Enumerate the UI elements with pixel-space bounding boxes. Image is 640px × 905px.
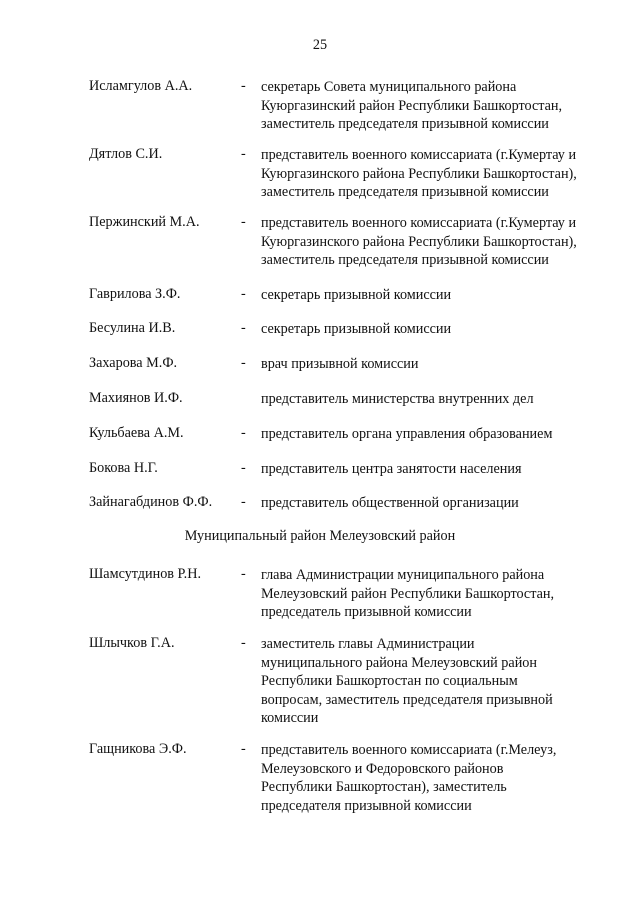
section-heading: Муниципальный район Мелеузовский район: [184, 528, 456, 544]
dash-separator: -: [241, 425, 246, 441]
member-name: Кульбаева А.М.: [89, 425, 184, 441]
dash-separator: -: [241, 566, 246, 582]
role-line: Куюргазинский район Республики Башкортостан,: [261, 97, 563, 114]
dash-separator: -: [241, 460, 246, 476]
member-role: [261, 425, 611, 444]
dash-separator: -: [241, 320, 246, 336]
member-role: [261, 355, 611, 374]
role-line: представитель общественной организации: [261, 495, 519, 511]
member-name: Исламгулов А.А.: [89, 78, 193, 94]
member-name: Шамсутдинов Р.Н.: [89, 566, 202, 582]
role-line: Куюргазинского района Республики Башкортостан),: [261, 233, 577, 250]
dash-separator: -: [241, 355, 246, 371]
member-role: [261, 286, 611, 305]
member-name: Захарова М.Ф.: [89, 355, 178, 371]
role-line: комиссии: [261, 710, 319, 726]
member-name: Махиянов И.Ф.: [89, 390, 183, 406]
dash-separator: -: [241, 214, 246, 230]
member-role: [261, 78, 611, 134]
member-role: [261, 146, 611, 202]
member-role: [261, 214, 611, 270]
role-line: заместитель председателя призывной комиссии: [261, 252, 549, 268]
member-role: [261, 460, 611, 479]
role-line: Республики Башкортостан по социальным: [261, 673, 518, 689]
member-role: [261, 494, 611, 513]
role-line: Мелеузовского и Федоровского районов: [261, 760, 504, 777]
role-line: секретарь Совета муниципального района: [261, 79, 517, 95]
role-line: заместитель председателя призывной комиссии: [261, 116, 549, 132]
member-name: Бесулина И.В.: [89, 320, 176, 336]
role-line: секретарь призывной комиссии: [261, 321, 452, 337]
role-line: Куюргазинского района Республики Башкортостан),: [261, 165, 577, 182]
role-line: представитель военного комиссариата (г.Кумертау и: [261, 147, 577, 163]
role-line: председателя призывной комиссии: [261, 797, 472, 814]
role-line: представитель военного комиссариата (г.Мелеуз,: [261, 742, 557, 758]
role-line: муниципального района Мелеузовский район: [261, 654, 537, 671]
member-name: Дятлов С.И.: [89, 146, 163, 162]
role-line: секретарь призывной комиссии: [261, 287, 452, 303]
dash-separator: -: [241, 146, 246, 162]
dash-separator: -: [241, 741, 246, 757]
member-name: Гаврилова З.Ф.: [89, 286, 181, 302]
page-number: 25: [312, 37, 328, 53]
role-line: врач призывной комиссии: [261, 356, 419, 372]
member-name: Пержинский М.А.: [89, 214, 200, 230]
dash-separator: -: [241, 78, 246, 94]
role-line: Мелеузовский район Республики Башкортостан,: [261, 585, 555, 602]
role-line: представитель министерства внутренних дел: [261, 391, 534, 407]
role-line: Республики Башкортостан), заместитель: [261, 779, 507, 795]
role-line: заместитель главы Администрации: [261, 636, 475, 652]
role-line: представитель центра занятости населения: [261, 461, 522, 477]
role-line: представитель органа управления образованием: [261, 426, 553, 442]
member-name: Бокова Н.Г.: [89, 460, 158, 476]
role-line: вопросам, заместитель председателя призывной: [261, 691, 553, 708]
member-role: [261, 390, 611, 409]
role-line: заместитель председателя призывной комиссии: [261, 184, 549, 200]
member-name: Гащникова Э.Ф.: [89, 741, 187, 757]
member-role: [261, 635, 611, 728]
dash-separator: -: [241, 635, 246, 651]
member-name: Шлычков Г.А.: [89, 635, 175, 651]
member-role: [261, 566, 611, 622]
member-role: [261, 741, 611, 815]
role-line: представитель военного комиссариата (г.Кумертау и: [261, 215, 577, 231]
dash-separator: -: [241, 494, 246, 510]
dash-separator: -: [241, 286, 246, 302]
role-line: председатель призывной комиссии: [261, 604, 472, 620]
role-line: глава Администрации муниципального района: [261, 567, 545, 583]
member-name: Зайнагабдинов Ф.Ф.: [89, 494, 213, 510]
member-role: [261, 320, 611, 339]
